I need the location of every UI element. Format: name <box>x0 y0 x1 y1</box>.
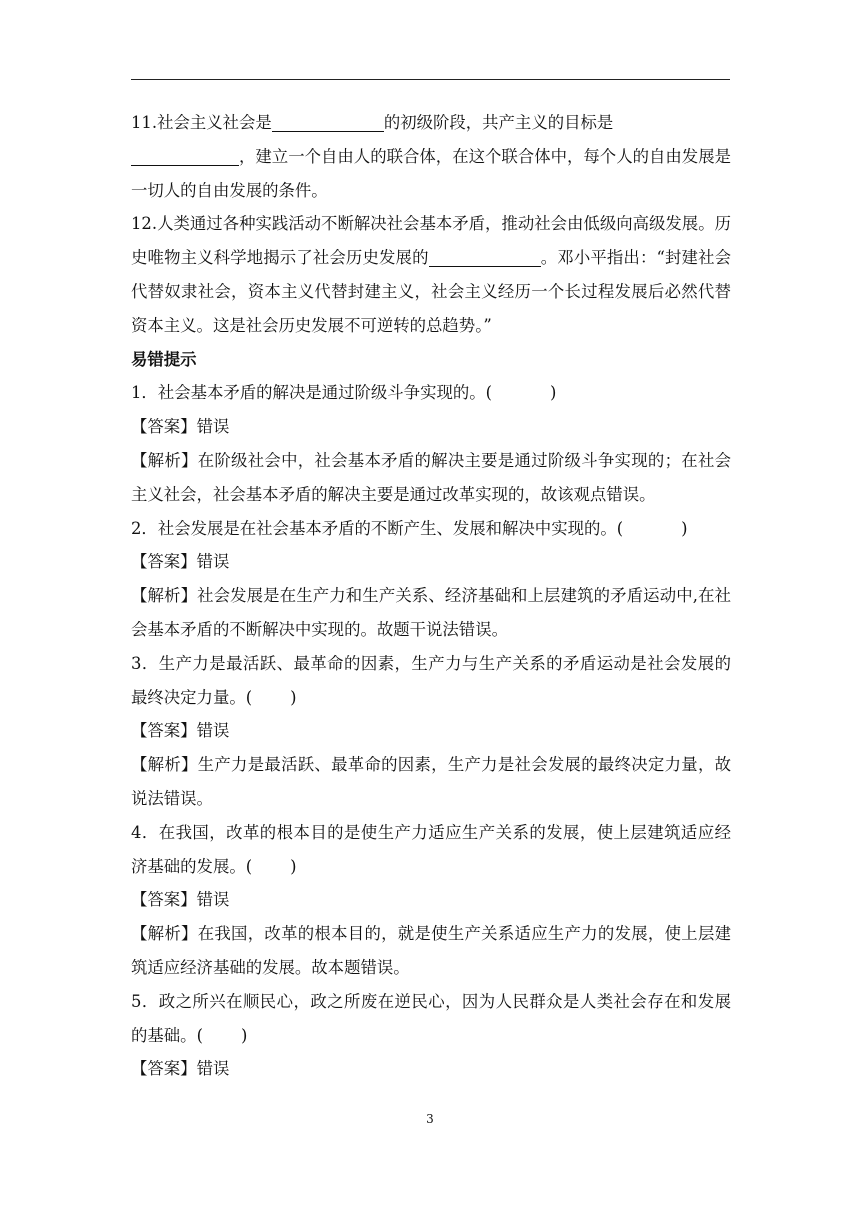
page-content <box>131 106 731 1086</box>
answer-blank <box>131 147 239 166</box>
header-rule <box>131 79 730 80</box>
analysis-3: 【解析】生产力是最活跃、最革命的因素，生产力是社会发展的最终决定力量，故说法错误。 <box>131 755 732 808</box>
page-number: 3 <box>426 1112 434 1126</box>
answer-3: 【答案】错误 <box>131 721 230 741</box>
answer-blank <box>272 113 384 132</box>
section-heading: 易错提示 <box>131 349 197 369</box>
question-4: 4．在我国，改革的根本目的是使生产力适应生产关系的发展，使上层建筑适应经济基础的发展。( ) <box>131 822 731 876</box>
analysis-4: 【解析】在我国，改革的根本目的，就是使生产关系适应生产力的发展，使上层建筑适应经济基础的发展。故本题错误。 <box>131 924 732 977</box>
question-1: 1．社会基本矛盾的解决是通过阶级斗争实现的。( ) <box>131 383 557 403</box>
analysis-2: 【解析】社会发展是在生产力和生产关系、经济基础和上层建筑的矛盾运动中,在社会基本矛盾的不断解决中实现的。故题干说法错误。 <box>131 586 731 639</box>
answer-2: 【答案】错误 <box>131 552 230 572</box>
question-3: 3．生产力是最活跃、最革命的因素，生产力与生产关系的矛盾运动是社会发展的最终决定力量。( ) <box>131 653 731 707</box>
answer-blank <box>429 248 541 267</box>
analysis-1: 【解析】在阶级社会中，社会基本矛盾的解决主要是通过阶级斗争实现的；在社会主义社会，社会基本矛盾的解决主要是通过改革实现的，故该观点错误。 <box>131 450 732 504</box>
fill-in-item-11: 11.社会主义社会是 的初级阶段，共产主义的目标是 ，建立一个自由人的联合体，在这个联合体中，每个人的自由发展是一切人的自由发展的条件。 <box>131 113 731 200</box>
answer-4: 【答案】错误 <box>131 890 230 910</box>
fill-in-item-12: 12.人类通过各种实践活动不断解决社会基本矛盾，推动社会由低级向高级发展。历史唯物主义科学地揭示了社会历史发展的 。邓小平指出：“封建社会代替奴隶社会，资本主义代替封建主义，社会主义经历一个长过程发展后必然代替资本主义。这是社会历史发展不可逆转的总趋势。” <box>131 214 731 335</box>
answer-1: 【答案】错误 <box>131 417 230 437</box>
answer-5: 【答案】错误 <box>131 1059 230 1079</box>
question-2: 2．社会发展是在社会基本矛盾的不断产生、发展和解决中实现的。( ) <box>131 518 688 538</box>
question-5: 5．政之所兴在顺民心，政之所废在逆民心，因为人民群众是人类社会存在和发展的基础。( ) <box>131 991 731 1045</box>
